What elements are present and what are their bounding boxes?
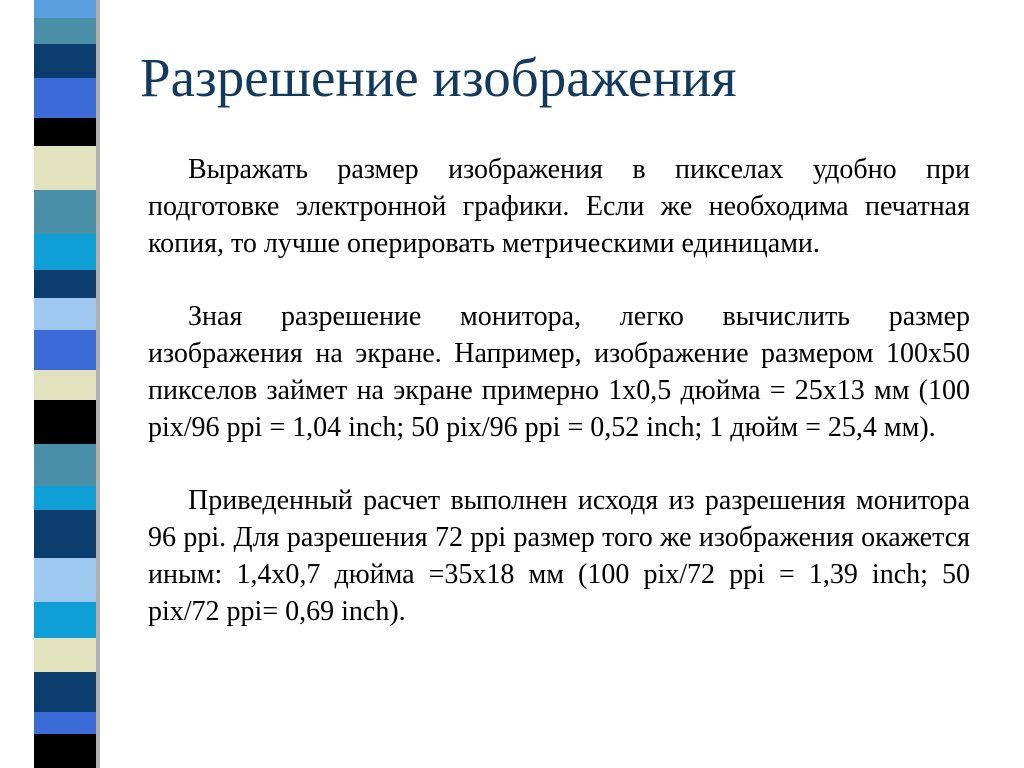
- stripe-segment: [34, 78, 96, 118]
- stripe-segment: [34, 146, 96, 190]
- stripe-segment: [34, 118, 96, 146]
- stripe-segment: [34, 672, 96, 712]
- stripe-segment: [34, 18, 96, 44]
- stripe-segment: [34, 734, 96, 768]
- stripe-segment: [34, 0, 96, 18]
- paragraph-3: Приведенный расчет выполнен исходя из разрешения монитора 96 ppi. Для разрешения 72 ppi размер того же изображения окажется иным: 1,4х0,7 дюйма =35х18 мм (100 pix/72 ppi = 1,39 inch; 50 pix/72 ppi= 0,69 inch).: [148, 485, 970, 627]
- stripe-segment: [34, 190, 96, 234]
- stripe-segment: [34, 400, 96, 444]
- stripe-segment: [34, 712, 96, 734]
- stripe-segment: [34, 444, 96, 486]
- paragraph-2: Зная разрешение монитора, легко вычислить размер изображения на экране. Например, изображение размером 100х50 пикселов займет на экране примерно 1х0,5 дюйма = 25х13 мм (100 pix/96 ppi = 1,04 inch; 50 pix/96 ppi = 0,52 inch; 1 дюйм = 25,4 мм).: [148, 301, 970, 443]
- stripe-segment: [34, 638, 96, 672]
- decorative-stripe-bar: [34, 0, 96, 768]
- paragraph-1: Выражать размер изображения в пикселах удобно при подготовке электронной графики. Если же необходима печатная копия, то лучше оперировать метрическими единицами.: [148, 154, 970, 259]
- stripe-segment: [34, 270, 96, 298]
- slide-title: Разрешение изображения: [140, 47, 737, 108]
- stripe-segment: [34, 602, 96, 638]
- slide-body: [148, 152, 970, 667]
- stripe-segment: [34, 486, 96, 510]
- stripe-segment: [34, 510, 96, 558]
- stripe-segment: [34, 298, 96, 330]
- stripe-segment: [34, 44, 96, 78]
- stripe-segment: [34, 330, 96, 370]
- stripe-segment: [34, 370, 96, 400]
- stripe-segment: [34, 234, 96, 270]
- stripe-segment: [34, 558, 96, 602]
